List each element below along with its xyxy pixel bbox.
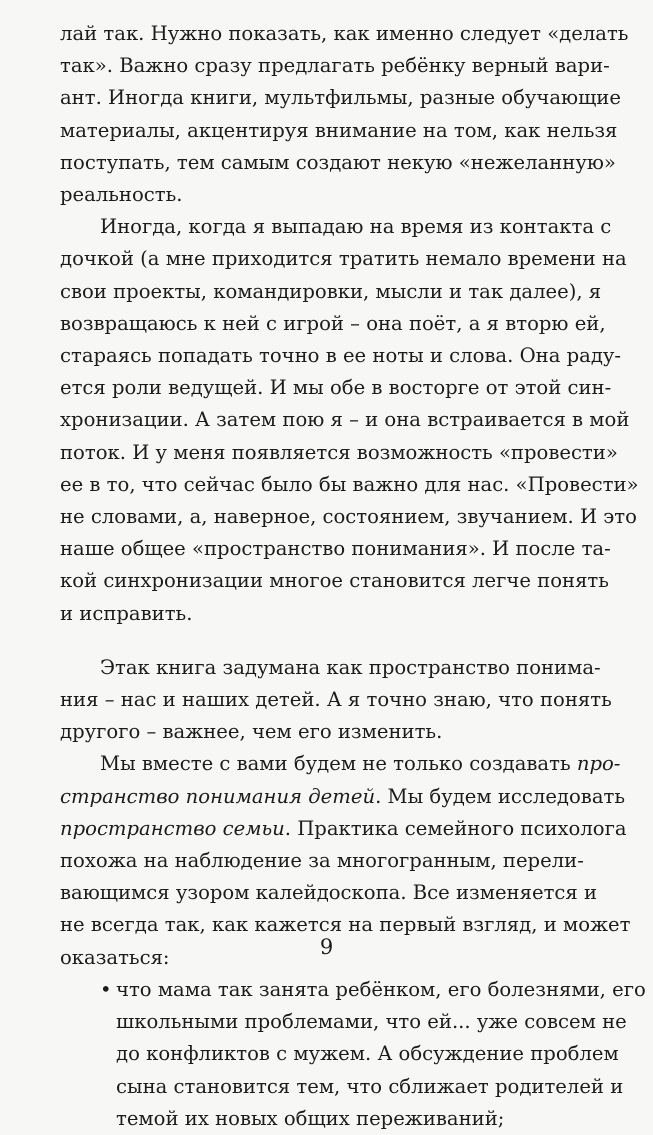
text-line: так». Важно сразу предлагать ребёнку верный вари- bbox=[60, 54, 610, 78]
text-line bbox=[60, 781, 626, 813]
italic-fragment: пространство семьи bbox=[60, 816, 285, 840]
text-line: Иногда, когда я выпадаю на время из контакта с bbox=[100, 215, 612, 239]
paragraph-1 bbox=[60, 18, 629, 211]
text-line bbox=[60, 813, 627, 845]
text-line: дочкой (а мне приходится тратить немало времени на bbox=[60, 247, 627, 271]
text-line: лай так. Нужно показать, как именно следует «делать bbox=[60, 22, 629, 45]
text-line: ант. Иногда книги, мультфильмы, разные обучающие bbox=[60, 86, 621, 110]
text-line: наше общее «пространство понимания». И после та- bbox=[60, 537, 611, 561]
paragraph-3 bbox=[60, 652, 612, 749]
text-line: сына становится тем, что сближает родителей и bbox=[116, 1074, 624, 1098]
text-fragment: оказаться: bbox=[60, 945, 170, 969]
text-line bbox=[60, 748, 621, 780]
text-line: хронизации. А затем пою я – и она встраивается в мой bbox=[60, 408, 630, 432]
italic-fragment: про- bbox=[576, 752, 621, 776]
text-fragment: . Практика семейного психолога bbox=[284, 816, 627, 840]
bullet-marker: • bbox=[100, 977, 112, 1001]
text-fragment: Мы вместе с вами будем не только создавать bbox=[100, 752, 577, 776]
text-line: стараясь попадать точно в ее ноты и слова. Она раду- bbox=[60, 344, 622, 368]
text-line: кой синхронизации многое становится легче понять bbox=[60, 569, 609, 593]
text-line: до конфликтов с мужем. А обсуждение проблем bbox=[116, 1042, 619, 1066]
text-line: школьными проблемами, что ей... уже совсем не bbox=[116, 1010, 627, 1034]
text-line: и исправить. bbox=[60, 601, 193, 625]
paragraph-gap bbox=[60, 630, 603, 652]
text-line: возвращаюсь к ней с игрой – она поёт, а я вторю ей, bbox=[60, 311, 606, 335]
text-line: Этак книга задумана как пространство понима- bbox=[100, 655, 601, 679]
text-fragment: не всегда так, как кажется на первый взгляд, и может bbox=[60, 913, 631, 937]
text-line: поступать, тем самым создают некую «нежеланную» bbox=[60, 150, 616, 174]
bullet-list bbox=[60, 974, 646, 1135]
text-line: что мама так занята ребёнком, его болезнями, его bbox=[116, 977, 646, 1001]
text-line: ее в то, что сейчас было бы важно для нас. «Провести» bbox=[60, 472, 639, 496]
text-line: не словами, а, наверное, состоянием, звучанием. И это bbox=[60, 505, 637, 529]
text-fragment: похожа на наблюдение за многогранным, перели- bbox=[60, 849, 584, 873]
paragraph-2 bbox=[60, 211, 639, 630]
italic-fragment: странство понимания детей bbox=[60, 784, 376, 808]
text-line: другого – важнее, чем его изменить. bbox=[60, 720, 443, 744]
text-line bbox=[60, 877, 603, 909]
page-number: 9 bbox=[319, 935, 334, 959]
text-line: реальность. bbox=[60, 183, 183, 207]
list-item bbox=[60, 974, 646, 1135]
text-line: ния – нас и наших детей. А я точно знаю, что понять bbox=[60, 688, 612, 712]
text-line: свои проекты, командировки, мысли и так далее), я bbox=[60, 279, 602, 303]
text-fragment: . Мы будем исследовать bbox=[375, 784, 626, 808]
text-line: ется роли ведущей. И мы обе в восторге от этой син- bbox=[60, 376, 612, 400]
text-line: поток. И у меня появляется возможность «провести» bbox=[60, 440, 618, 464]
text-line: материалы, акцентируя внимание на том, как нельзя bbox=[60, 118, 618, 142]
text-line bbox=[60, 845, 603, 877]
text-fragment: вающимся узором калейдоскопа. Все изменяется и bbox=[60, 881, 598, 905]
text-line: темой их новых общих переживаний; bbox=[116, 1106, 505, 1130]
